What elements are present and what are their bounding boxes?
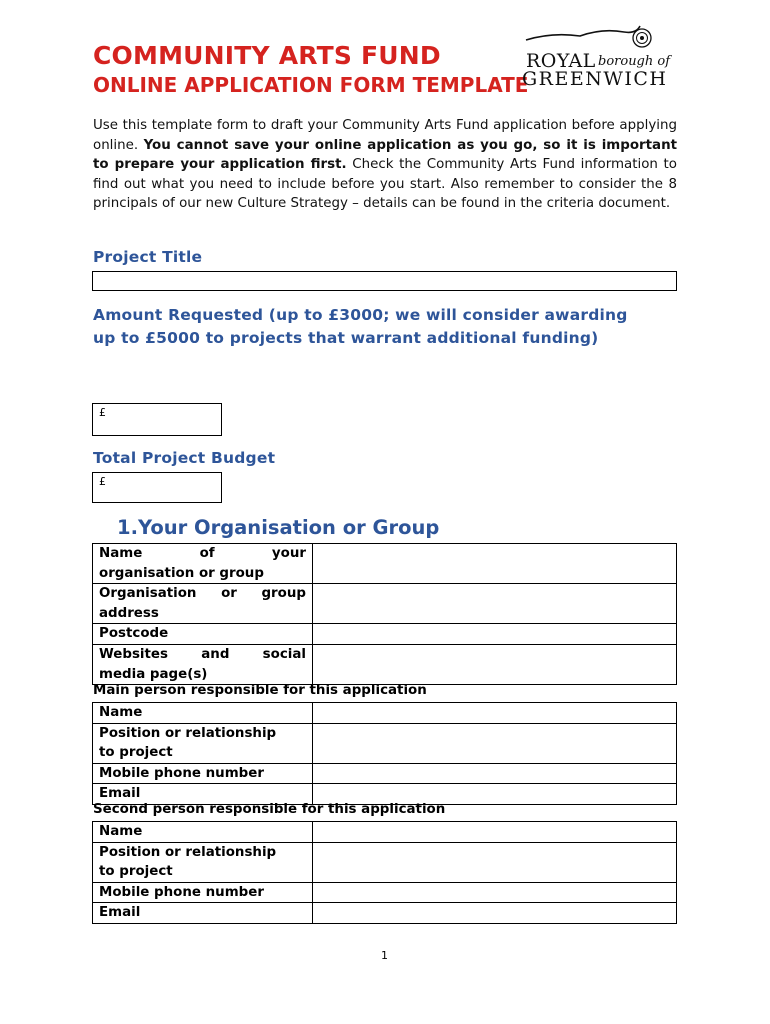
second-name-field[interactable] <box>313 822 677 843</box>
table-row <box>93 842 677 882</box>
websites-field[interactable] <box>313 644 677 684</box>
second-person-table <box>92 821 677 924</box>
row-label: Mobile phone number <box>93 763 313 784</box>
amount-requested-heading: Amount Requested (up to £3000; we will consider awarding up to £5000 to projects that warrant additional funding) <box>93 306 628 347</box>
page-number: 1 <box>381 949 388 962</box>
main-mobile-field[interactable] <box>313 763 677 784</box>
table-row <box>93 723 677 763</box>
row-label: Name <box>93 703 313 724</box>
amount-requested-field[interactable] <box>92 403 222 436</box>
row-label: Name of your organisation or group <box>93 544 313 584</box>
table-row <box>93 822 677 843</box>
currency-prefix: £ <box>99 406 106 419</box>
logo-borough-text: borough of <box>598 54 671 69</box>
section-1-title: 1.Your Organisation or Group <box>117 516 440 539</box>
second-position-field[interactable] <box>313 842 677 882</box>
intro-paragraph: Use this template form to draft your Community Arts Fund application before applying online. You cannot save your online application as you go, so it is important to prepare your application first. Check the Community Arts Fund information to find out what you need to include before you start. Also remember to consider the 8 principals of our new Culture Strategy – details can be found in the criteria document. <box>93 118 678 212</box>
total-budget-heading: Total Project Budget <box>93 449 276 467</box>
document-subtitle: ONLINE APPLICATION FORM TEMPLATE <box>93 73 529 97</box>
table-row <box>93 644 677 684</box>
postcode-field[interactable] <box>313 624 677 645</box>
table-row <box>93 703 677 724</box>
organisation-address-field[interactable] <box>313 584 677 624</box>
row-label: Position or relationship to project <box>93 842 313 882</box>
document-title: COMMUNITY ARTS FUND <box>93 41 441 70</box>
logo-greenwich-text: GREENWICH <box>522 68 668 90</box>
table-row <box>93 544 677 584</box>
row-label: Organisation or group address <box>93 584 313 624</box>
main-position-field[interactable] <box>313 723 677 763</box>
logo-royal-text: ROYAL <box>526 50 596 72</box>
row-label: Mobile phone number <box>93 882 313 903</box>
main-name-field[interactable] <box>313 703 677 724</box>
intro-warning: You cannot save your online application as you go, so it is important to prepare your application first. <box>93 137 678 173</box>
row-label: Name <box>93 822 313 843</box>
organisation-table <box>92 543 677 685</box>
project-title-heading: Project Title <box>93 248 203 266</box>
row-label: Position or relationship to project <box>93 723 313 763</box>
table-row <box>93 584 677 624</box>
table-row <box>93 624 677 645</box>
project-title-field[interactable] <box>92 271 677 291</box>
second-email-field[interactable] <box>313 903 677 924</box>
currency-prefix: £ <box>99 475 106 488</box>
table-row <box>93 903 677 924</box>
organisation-name-field[interactable] <box>313 544 677 584</box>
royal-greenwich-logo <box>522 22 678 94</box>
table-row <box>93 882 677 903</box>
total-budget-field[interactable] <box>92 472 222 503</box>
second-mobile-field[interactable] <box>313 882 677 903</box>
row-label: Email <box>93 784 313 805</box>
table-row <box>93 763 677 784</box>
main-person-heading: Main person responsible for this application <box>93 683 427 698</box>
row-label: Email <box>93 903 313 924</box>
row-label: Websites and social media page(s) <box>93 644 313 684</box>
row-label: Postcode <box>93 624 313 645</box>
main-person-table <box>92 702 677 805</box>
second-person-heading: Second person responsible for this application <box>93 802 446 817</box>
